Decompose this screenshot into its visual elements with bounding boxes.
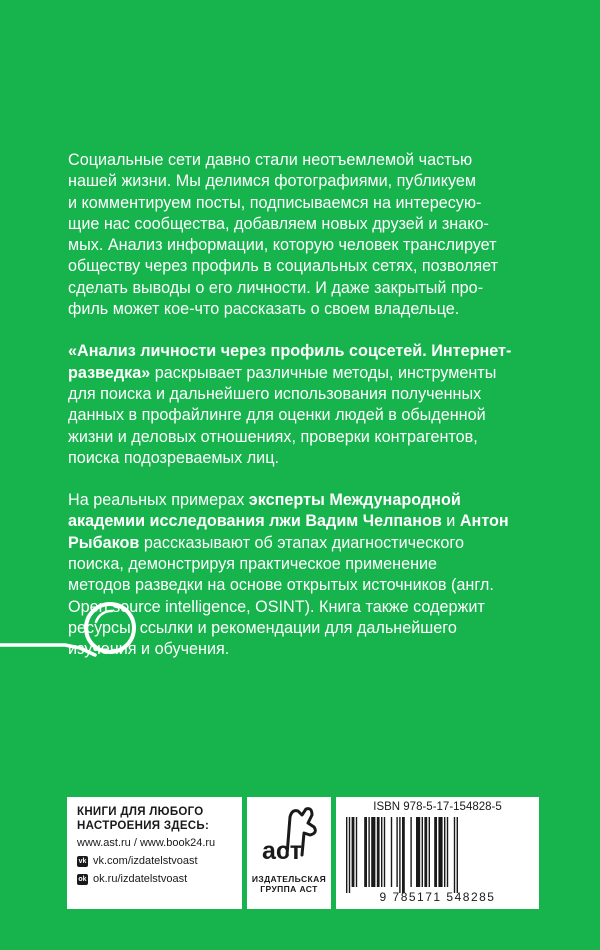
where-to-buy-box <box>67 797 242 909</box>
barcode-bar <box>434 817 437 887</box>
barcode-bar <box>377 817 380 887</box>
where-to-buy-title: КНИГИ ДЛЯ ЛЮБОГО НАСТРОЕНИЯ ЗДЕСЬ: <box>77 806 210 832</box>
barcode-bar <box>368 817 369 887</box>
barcode-bar <box>447 817 448 887</box>
barcode-bar <box>384 817 385 887</box>
barcode-bar <box>416 817 420 887</box>
barcode-number: 9 785171 548285 <box>379 890 496 904</box>
barcode-bar <box>402 817 405 893</box>
barcode-bar <box>356 817 357 887</box>
barcode-bar <box>352 817 355 887</box>
ast-logo-text: аст <box>262 837 303 865</box>
ok-link[interactable]: ok ok.ru/izdatelstvoast <box>78 873 188 885</box>
barcode-bar <box>457 817 458 893</box>
barcode-bar <box>391 817 392 887</box>
barcode-box <box>336 797 539 909</box>
vk-link[interactable]: vk vk.com/izdatelstvoast <box>78 855 198 867</box>
description-paragraph-2: «Анализ личности через профиль соцсетей. Интернет- разведка» раскрывает различные методы, инструменты для поиска и дальнейшего использования полученных данных в профайлинге для оценки людей в обыденной жизни и деловых отношениях, проверки контрагентов, поиска подозреваемых лиц. <box>68 342 512 467</box>
barcode-bar <box>381 817 382 887</box>
barcode-bar <box>364 817 367 887</box>
barcode-bar <box>346 817 347 893</box>
publisher-logo-box <box>247 797 331 909</box>
barcode-bar <box>424 817 427 887</box>
barcode-bar <box>438 817 442 887</box>
barcode-bar <box>399 817 400 893</box>
vk-icon: vk <box>78 858 87 865</box>
description-paragraph-1: Социальные сети давно стали неотъемлемой частью нашей жизни. Мы делимся фотографиями, публикуем и комментируем посты, подписываемся на интересую- щие нас сообщества, добавляем новых друзей и знако- мых. Анализ информации, которую человек транслирует обществу через профиль в социальных сетях, позволяет сделать выводы о его личности. И даже закрытый про- филь может кое-что рассказать о своем владельце. <box>68 151 498 319</box>
barcode-bar <box>349 817 350 893</box>
barcode-bar <box>454 817 455 893</box>
barcode-bar <box>429 817 430 887</box>
barcode-bar <box>422 817 423 887</box>
websites-link[interactable]: www.ast.ru / www.book24.ru <box>77 837 216 849</box>
barcode-bar <box>371 817 375 887</box>
description-paragraph-3: На реальных примерах эксперты Международной академии исследования лжи Вадим Челпанов и Антон Рыбаков рассказывают об этапах диагностического поиска, демонстрируя практическое применение методов разведки на основе открытых источников (англ. Open source intelligence, OSINT). Книга также содержит ресурсы, ссылки и рекомендации для дальнейшего изучения и обучения. <box>68 491 509 659</box>
barcode-bar <box>444 817 445 887</box>
ast-logo-icon <box>254 803 324 869</box>
publisher-caption: ИЗДАТЕЛЬСКАЯ ГРУППА АСТ <box>251 874 327 894</box>
isbn-label: ISBN 978-5-17-154828-5 <box>373 801 502 813</box>
barcode-bar <box>410 817 411 887</box>
magnifier-icon <box>0 600 600 690</box>
ok-icon: ok <box>78 876 87 883</box>
barcode-bar <box>396 817 397 887</box>
